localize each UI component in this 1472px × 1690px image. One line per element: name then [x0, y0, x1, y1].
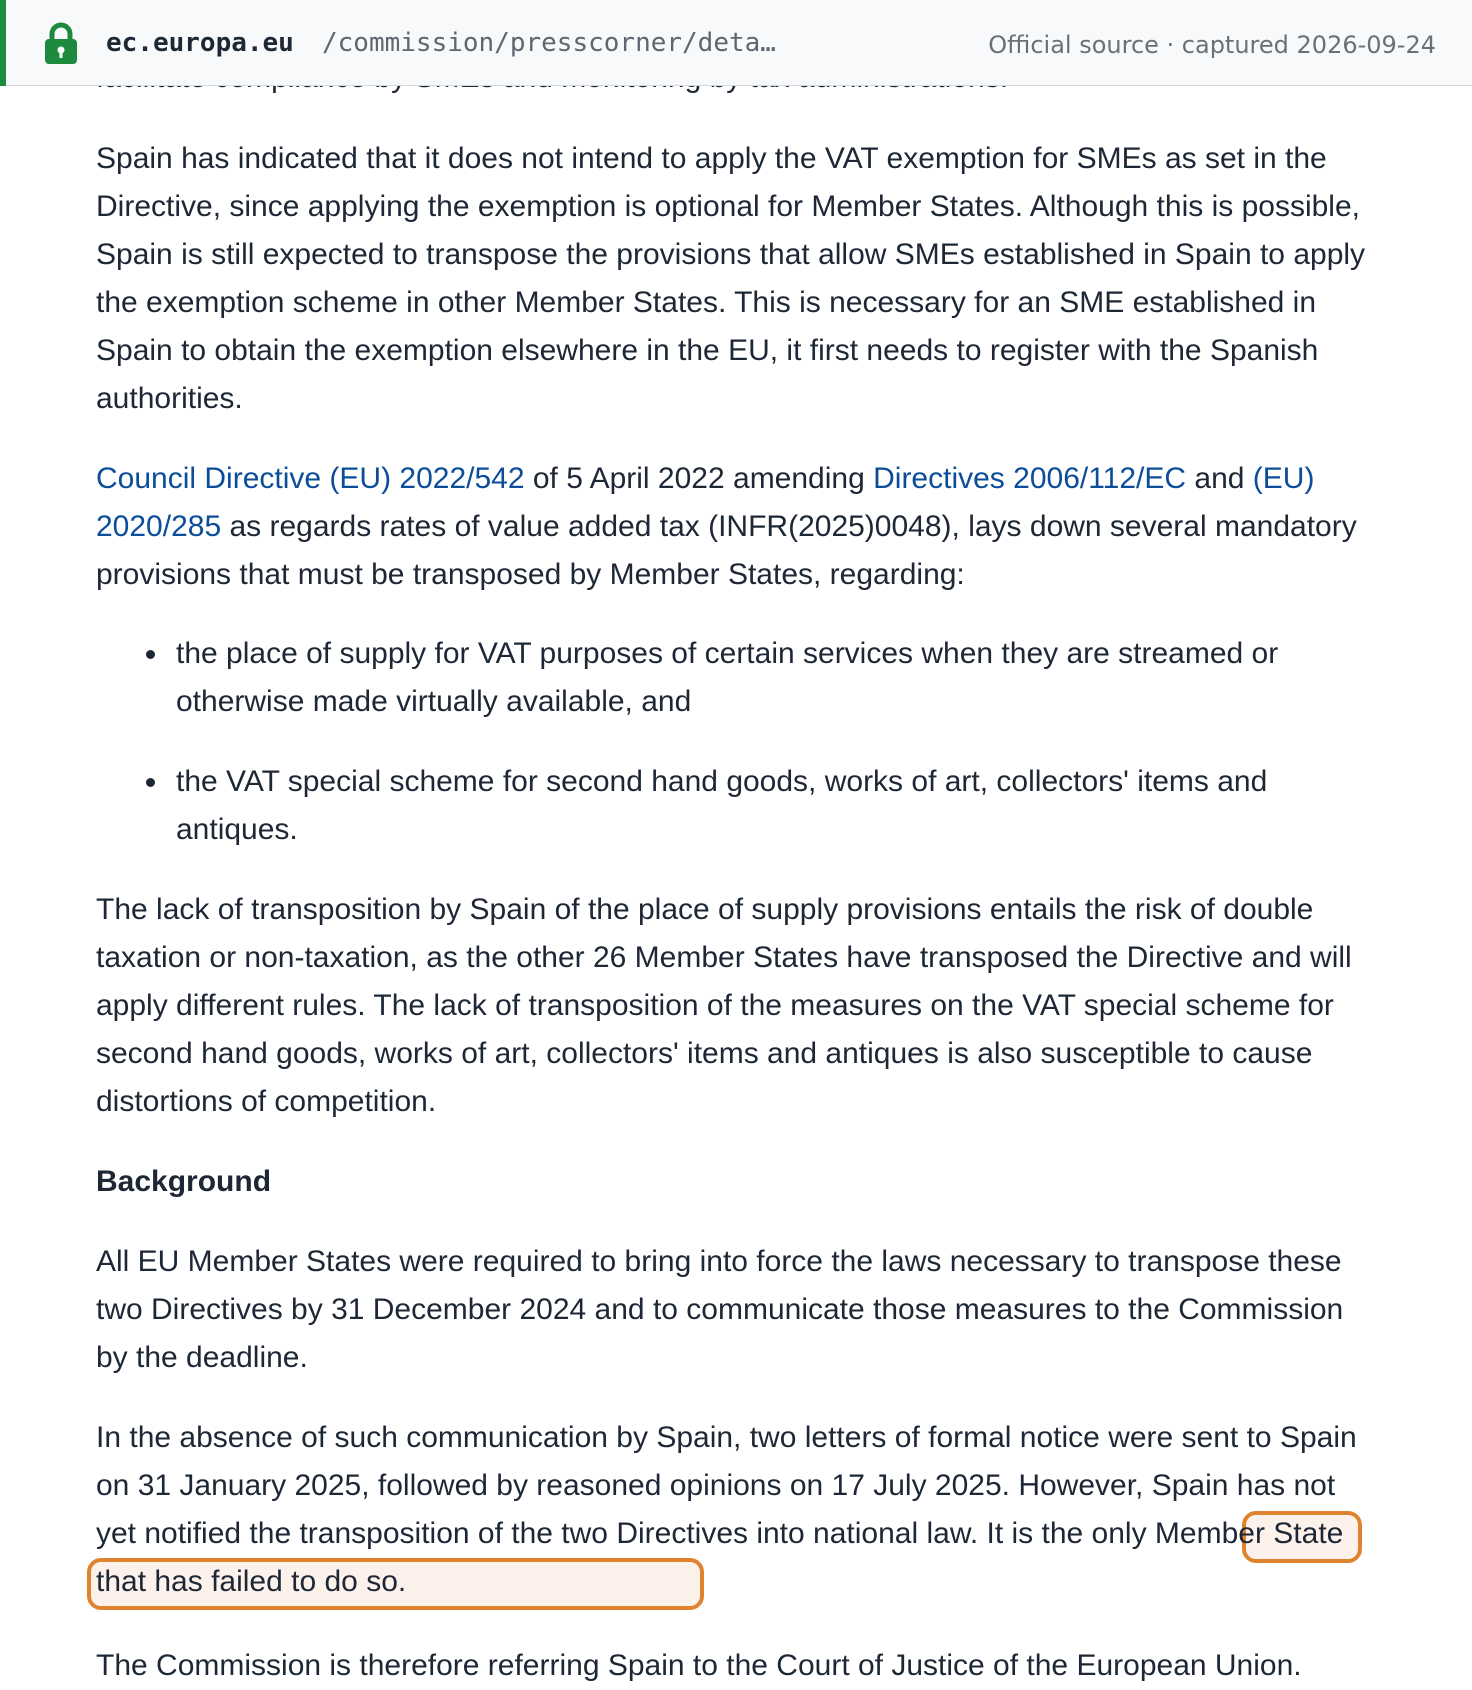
list-item-text: the VAT special scheme for second hand goods, works of art, collectors' items and antiques. — [176, 765, 1268, 846]
link-directive-2006-112[interactable]: Directives 2006/112/EC — [873, 462, 1187, 495]
url-domain[interactable]: ec.europa.eu — [106, 28, 294, 58]
paragraph-transposition-risk: The lack of transposition by Spain of the place of supply provisions entails the risk of double taxation or non-taxation, as the other 26 Member States have transposed the Directive and will apply different rules. The lack of transposition of the measures on the VAT special scheme for second hand goods, works of art, collectors' items and antiques is also susceptible to cause distortions of competition. — [96, 893, 1352, 1118]
paragraph-council-directive — [96, 455, 1378, 599]
p5-end: . — [397, 1565, 407, 1598]
section-heading: Background — [96, 1165, 272, 1198]
highlighted-sentence: It is the only Member State that has failed to do so — [96, 1517, 1344, 1598]
paragraph-deadline: All EU Member States were required to bring into force the laws necessary to transpose these two Directives by 31 December 2024 and to communicate those measures to the Commission by the deadline. — [96, 1245, 1344, 1374]
source-bar — [0, 0, 1472, 86]
capture-meta: Official source · captured 2026-09-24 — [988, 31, 1436, 59]
p2-text-1: of 5 April 2022 amending — [524, 462, 874, 495]
paragraph-formal-notice — [96, 1414, 1378, 1606]
bullet-icon — [146, 778, 155, 787]
cut-off-bottom-line: The Commission is therefore referring Spain to the Court of Justice of the European Union. — [96, 1649, 1302, 1682]
link-council-directive[interactable]: Council Directive (EU) 2022/542 — [96, 462, 525, 495]
bullet-icon — [146, 650, 155, 659]
p2-text-2: and — [1186, 462, 1253, 495]
p2-text-3: as regards rates of value added tax (INFR(2025)0048), lays down several mandatory provisions that must be transposed by Member States, regarding: — [96, 510, 1357, 591]
list-item-text: the place of supply for VAT purposes of certain services when they are streamed or otherwise made virtually available, and — [176, 637, 1279, 718]
paragraph-sme-exemption: Spain has indicated that it does not intend to apply the VAT exemption for SMEs as set in the Directive, since applying the exemption is optional for Member States. Although this is possible, Spain is still expected to transpose the provisions that allow SMEs established in Spain to apply the exemption scheme in other Member States. This is necessary for an SME established in Spain to obtain the exemption elsewhere in the EU, it first needs to register with the Spanish authorities. — [96, 142, 1366, 415]
p5-lead-text: In the absence of such communication by Spain, two letters of formal notice were sent to Spain on 31 January 2025, followed by reasoned opinions on 17 July 2025. However, Spain has not yet notified the transposition of the two Directives into national law. — [96, 1421, 1357, 1550]
lock-icon — [44, 22, 78, 64]
url-path[interactable]: /commission/presscorner/deta… — [322, 28, 776, 58]
accent-stripe — [0, 0, 6, 86]
link-eu-2020-285[interactable]: (EU) 2020/285 — [96, 462, 1315, 543]
